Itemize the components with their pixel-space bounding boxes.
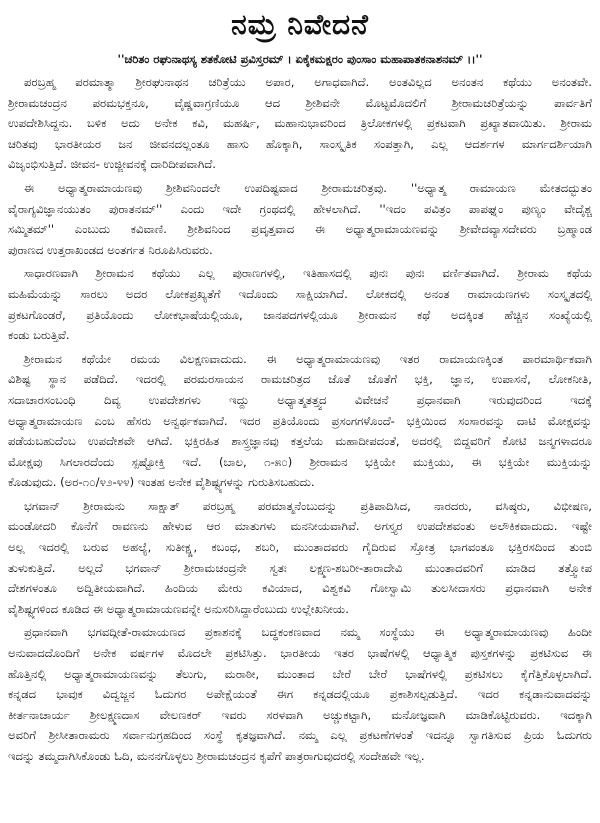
paragraph xyxy=(8,349,592,493)
text-line: ಚರಿತವು ಭಾರತೀಯರ ಜನ ಜೀವನದಲ್ಲಂತೂ ಹಾಸು ಹೊಕ್ಕಾಗಿ, ಸಾಂಸ್ಕೃತಿಕ ಸಂಪತ್ತಾಗಿ, ಎಲ್ಲ ಆದರ್ಶಗಳ ಮಾರ್ಗದರ್ಶಿಯಾಗಿ xyxy=(8,136,592,151)
text-line: ಭಗವಾನ್ ಶ್ರೀರಾಮನು ಸಾಕ್ಷಾತ್ ಪರಬ್ರಹ್ಮ ಪರಮಾತ್ಮನೆಂಬುದನ್ನು ಪ್ರತಿಪಾದಿಸಿದ, ನಾರದರು, ವಸಿಷ್ಠರು, ವಿಭೀಷಣ, xyxy=(24,498,592,513)
epigraph-quote: ''ಚರಿತಂ ರಘುನಾಥಸ್ಯ ಶತಕೋಟಿ ಪ್ರವಿಸ್ತರಮ್ । ಏಕೈಕಮಕ್ಷರಂ ಪುಂಸಾಂ ಮಹಾಪಾತಕನಾಶನಮ್ ।।'' xyxy=(117,52,483,66)
document-body xyxy=(8,72,592,767)
paragraph xyxy=(8,178,592,260)
text-line: ಅಧ್ಯಾತ್ಮರಾಮಾಯಣ ಎಂಬ ಹೆಸರು ಅನ್ವರ್ಥಕವಾಗಿದೆ. ಇದರ ಪ್ರತಿಯೊಂದು ಪ್ರಸಂಗಗಳೊಂದೆ- ಭಕ್ತಿಯಿಂದ ಸಂಸಾರವನ್ನು ದಾಟಿ ಮೋಕ್ಷವನ್ನು xyxy=(8,413,592,428)
text-line: ಮಂಡೋದರಿ ಕೊನೆಗೆ ರಾವಣನು ಹೇಳುವ ಆರ ಮಾತುಗಳು ಮನನೀಯವಾಗಿವೆ. ಅಗಸ್ತ್ಯರ ಉಪದೇಶವಂತು ಅಲೌಕಿಕವಾದುದು. ಇಷ್ಟೇ xyxy=(8,519,592,534)
text-line: ಕನ್ನಡದ ಭಾವುಕ ವಿದ್ವಜ್ಜನ ಓದುಗರ ಅಪೇಕ್ಷೆಯಂತೆ ಈಗ ಕನ್ನಡದಲ್ಲಿಯೂ ಪ್ರಕಾಶಿಸಲ್ಪಡುತ್ತಿದೆ. ಇದರ ಕನ್ನಡಾನುವಾದವನ್ನು xyxy=(8,687,592,702)
text-line: ದೇಶಗಳಂತೂ ಅದ್ವಿತೀಯವಾಗಿದೆ. ಹಿಂದಿಯ ಮೇರು ಕವಿಯಾದ, ವಿಶ್ವಕವಿ ಗೋಸ್ವಾಮಿ ತುಲಸೀದಾಸರು ಪ್ರಧಾನವಾಗಿ ಅನೇಕ xyxy=(8,581,592,596)
text-line: ಮಹಿಮೆಯನ್ನು ಸಾರಲು ಅದರ ಲೋಕಪ್ರಖ್ಯತೆಗೆ ಇದೊಂದು ಸಾಕ್ಷಿಯಾಗಿದೆ. ಲೋಕದಲ್ಲಿ ಅನಂತ ರಾಮಾಯಣಗಳು ಸಂಸ್ಕೃತದಲ್ಲಿ xyxy=(8,286,592,301)
text-line: ಶ್ರೀರಾಮಚಂದ್ರನ ಪರಮಭಕ್ತನೂ, ವೈಷ್ಣವಾಗ್ರಣಿಯೂ ಆದ ಶ್ರೀಶಿವನೇ ಮೊಟ್ಟಮೊದಲಿಗೆ ಶ್ರೀರಾಮಚರಿತ್ರೆಯನ್ನು ಪಾರ್ವತಿಗೆ xyxy=(8,95,592,110)
text-line: ಅನುವಾದದೊಂದಿಗೆ ಅನೇಕ ವರ್ಷಗಳ ಮೊದಲೇ ಪ್ರಕಟಿಸಿತ್ತು. ಭಾರತೀಯ ಇತರ ಭಾಷೆಗಳಲ್ಲಿ ಆಧ್ಯಾತ್ಮಿಕ ಪುಸ್ತಕಗಳನ್ನು ಪ್ರಕಟಿಸುವ ಈ xyxy=(8,646,592,661)
text-line: ವಿಜೃಂಭಿಸುತ್ತಿದೆ. ಜೀವನ- ಉಜ್ಜೀವನಕ್ಕೆ ದಾರಿದೀಪವಾಗಿದೆ. xyxy=(8,157,216,172)
text-line: ಪ್ರಕಟಗೊಂಡರೆ, ಪ್ರತಿಯೊಂದು ಲೋಕಭಾಷೆಯಲ್ಲಿಯೂ, ಜಾನಪದಗಳಲ್ಲಿಯೂ ಶ್ರೀರಾಮನ ಕಥೆ ಅದಕ್ಕಿಂತ ಹೆಚ್ಚಿನ ಸಂಖ್ಯೆಯಲ್ಲಿ xyxy=(8,307,592,322)
paragraph xyxy=(8,496,592,620)
text-line: ಮೋಕ್ಷವು ಸಿಗಲಾರದೆಂದು ಸ್ಪಷ್ಟೋಕ್ತಿ ಇದೆ. (ಬಾಲ, ೧-೫೦) ಶ್ರೀರಾಮನ ಭಕ್ತಿಯೇ ಮುಕ್ತಿಯು, ಈ ಭಕ್ತಿಯೇ ಮುಕ್ತಿಯನ್ನು xyxy=(8,454,592,469)
text-line: ಸಾಧಾರಣವಾಗಿ ಶ್ರೀರಾಮನ ಕಥೆಯು ಎಲ್ಲ ಪುರಾಣಗಳಲ್ಲಿ, ಇತಿಹಾಸದಲ್ಲಿ ಪುನಃ ಪುನಃ ವರ್ಣಿತವಾಗಿದೆ. ಶ್ರೀರಾಮ ಕಥೆಯ xyxy=(24,266,592,281)
text-line: ಪ್ರಧಾನವಾಗಿ ಭಗವದ್ಗೀತೆ-ರಾಮಾಯಣದ ಪ್ರಕಾಶನಕ್ಕೆ ಬದ್ಧಕಂಕಣವಾದ ನಮ್ಮ ಸಂಸ್ಥೆಯು ಈ ಅಧ್ಯಾತ್ಮರಾಮಾಯಣವು ಹಿಂದೀ xyxy=(24,625,592,640)
text-line: ವಿಶಿಷ್ಟ ಸ್ಥಾನ ಪಡೆದಿದೆ. ಇದರಲ್ಲಿ ಪರಮರಸಾಯನ ರಾಮಚರಿತ್ರದ ಜೊತೆ ಜೊತೆಗೆ ಭಕ್ತಿ, ಜ್ಞಾನ, ಉಪಾಸನೆ, ಲೋಕನೀತಿ, xyxy=(8,372,592,387)
text-line: ವೈಶಿಷ್ಟ್ಯಗಳಿಂದ ಕೂಡಿದ ಈ ಅಧ್ಯಾತ್ಮರಾಮಾಯಣವನ್ನೇ ಅನುಸರಿಸಿದ್ದಾರೆಂಬುದು ಉಲ್ಲೇಖನೀಯ. xyxy=(8,601,349,616)
text-line: ಹೊತ್ತಿನಲ್ಲಿ ಅಧ್ಯಾತ್ಮರಾಮಾಯಣವನ್ನು ತೆಲುಗು, ಮರಾಠೀ, ಮುಂತಾದ ಬೇರೆ ಬೇರೆ ಭಾಷೆಗಳಲ್ಲಿ ಪ್ರಕಟಿಸಲು ಕೈಗೆತ್ತಿಕೊಳ್ಳಲಾಗಿದೆ. xyxy=(8,666,592,681)
text-line: ಪರಬ್ರಹ್ಮ ಪರಮಾತ್ಮಾ ಶ್ರೀರಘುನಾಥನ ಚರಿತ್ರೆಯು ಅಪಾರ, ಅಗಾಧವಾಗಿದೆ. ಅಂತವಿಲ್ಲದ ಅನಂತನ ಕಥೆಯು ಅನಂತವೇ. xyxy=(24,75,592,89)
text-line: ಅವರಿಗೆ ಶ್ರೀಸೀತಾರಾಮರು ಸರ್ವಾನುಗ್ರಹದಿಂದ ಸಂಸ್ಥೆ ಕೃತಜ್ಞವಾಗಿದೆ. ನಮ್ಮ ಎಲ್ಲ ಪ್ರಕಟಣೆಗಳಂತೆ ಇದನ್ನೂ ಸ್ವಾಗತಿಸುವ ಪ್ರಿಯ ಓದುಗರು xyxy=(8,728,592,743)
page-title: ನಮ್ರ ನಿವೇದನೆ xyxy=(231,8,369,41)
text-line: ಪುರಾಣದ ಉತ್ತರಾಖಂಡದ ಅಂತರ್ಗತ ನಿರೂಪಿಸಿರುವರು. xyxy=(8,242,213,257)
paragraph xyxy=(8,622,592,766)
paragraph xyxy=(8,263,592,345)
text-line: ಕಂಡು ಬರುತ್ತಿವೆ. xyxy=(8,328,70,343)
text-line: ಈ ಅಧ್ಯಾತ್ಮರಾಮಾಯಣವು ಶ್ರೀಶಿವನಿಂದಲೇ ಉಪದಿಷ್ಟವಾದ ಶ್ರೀರಾಮಚರಿತ್ರವು. ''ಅಧ್ಯಾತ್ಮ ರಾಮಾಯಣ ಮೇತದದ್ಭುತಂ xyxy=(24,180,592,195)
text-line: ಪಡೆಯಬಹುದೆಂಬ ಉಪದೇಶವೇ ಆಗಿದೆ. ಭಕ್ತಿರಹಿತ ಶಾಸ್ತ್ರಜ್ಞಾನವು ಕತ್ತಲೆಯ ಮಹಾದೀಪದಂತೆ, ಅದರಲ್ಲಿ ಬಿದ್ದವರಿಗೆ ಕೋಟಿ ಜನ್ಮಗಳಾದರೂ xyxy=(8,434,592,449)
text-line: ಸದಾಚಾರಸಂಬಂಧಿ ದಿವ್ಯ ಉಪದೇಶಗಳು ಇದ್ದು ಅಧ್ಯಾತ್ಮತತ್ತ್ವದ ವಿವೇಚನೆ ಪ್ರಧಾನವಾಗಿ ಇರುವುದರಿಂದ ಇದಕ್ಕೆ xyxy=(8,392,592,407)
text-line: ಅಲ್ಲ ಇದರಲ್ಲಿ ಬರುವ ಅಹಲ್ಯೆ, ಸುತೀಕ್ಷ್ಣ, ಕಬಂಧ, ಶಬರಿ, ಮುಂತಾದವರು ಗೈದಿರುವ ಸ್ತೋತ್ರ ಭಾಗವಂತೂ ಭಕ್ತಿರಸದಿಂದ ತುಂಬಿ xyxy=(8,540,592,555)
text-line: ಸಮ್ಮಿತಮ್'' ಎಂಬುದು ಕವಿವಾಣಿ. ಶ್ರೀಶಿವನಿಂದ ಪ್ರವೃತ್ತವಾದ ಈ ಅಧ್ಯಾತ್ಮರಾಮಾಯಣವನ್ನು ಶ್ರೀವೇದವ್ಯಾಸದೇವರು ಬ್ರಹ್ಮಾಂಡ xyxy=(8,222,592,237)
text-line: ವೈರಾಗ್ಯವಿಜ್ಞಾನಯುತಂ ಪುರಾತನಮ್'' ಎಂದು ಇದೇ ಗ್ರಂಥದಲ್ಲಿ ಹೇಳಲಾಗಿದೆ. ''ಇದಂ ಪವಿತ್ರಂ ಪಾಪಘ್ನಂ ಪುಣ್ಯಂ ವೇದೈಶ್ಚ xyxy=(8,201,592,216)
text-line: ತುಳುಕುತ್ತಿದೆ. ಅಲ್ಲದೆ ಭಗವಾನ್ ಶ್ರೀರಾಮಚಂದ್ರನೇ ಸ್ವತಃ ಲಕ್ಷ್ಮಣ-ಶಬರೀ-ತಾರಾದೇವಿ ಮುಂತಾದವರಿಗೆ ಮಾಡಿದ ತತ್ತ್ವೋಪ xyxy=(8,560,592,575)
paragraph xyxy=(8,72,592,175)
text-line: ಶ್ರೀರಾಮನ ಕಥೆಯೇ ರಮಯ ವಿಲಕ್ಷಣವಾದುದು. ಈ ಅಧ್ಯಾತ್ಮರಾಮಾಯಣವು ಇತರ ರಾಮಾಯಣಕ್ಕಿಂತ ಪಾರಮಾರ್ಥಿಕವಾಗಿ xyxy=(24,351,592,366)
text-line: ಇದನ್ನು ತಮ್ಮದಾಗಿಸಿಕೊಂಡು ಓದಿ, ಮನನಗೊಳ್ಳಲು ಶ್ರೀರಾಮಚಂದ್ರನ ಕೃಪೆಗೆ ಪಾತ್ರರಾಗುವುದರಲ್ಲಿ ಸಂದೇಹವೇ ಇಲ್ಲ. xyxy=(8,749,425,763)
text-line: ಕೀರ್ತನಾಚಾರ್ಯ ಶ್ರೀಲಕ್ಷ್ಮಣದಾಸ ವೇಲಣಕರ್ ಇವರು ಸರಳವಾಗಿ ಅಚ್ಚುಕಟ್ಟಾಗಿ, ಮನೋಜ್ಞವಾಗಿ ಮಾಡಿಕೊಟ್ಟಿರುವರು. ಇದಕ್ಕಾಗಿ xyxy=(8,707,592,722)
text-line: ಉಪದೇಶಿಸಿದ್ದನು. ಬಳಿಕ ಅದು ಅನೇಕ ಕವಿ, ಮಹರ್ಷಿ, ಮಹಾನುಭಾವರಿಂದ ತ್ರಿಲೋಕಗಳಲ್ಲಿ ಪ್ರಕಟವಾಗಿ ಪ್ರಖ್ಯಾತವಾಯಿತು. ಶ್ರೀರಾಮ xyxy=(8,116,592,131)
text-line: ಕೊಡುವುದು. (ಅರ-೧೦/೪೨-೪೪) ಇಂತಹ ಅನೇಕ ವೈಶಿಷ್ಟ್ಯಗಳನ್ನು ಗುರುತಿಸಬಹುದು. xyxy=(8,475,315,490)
